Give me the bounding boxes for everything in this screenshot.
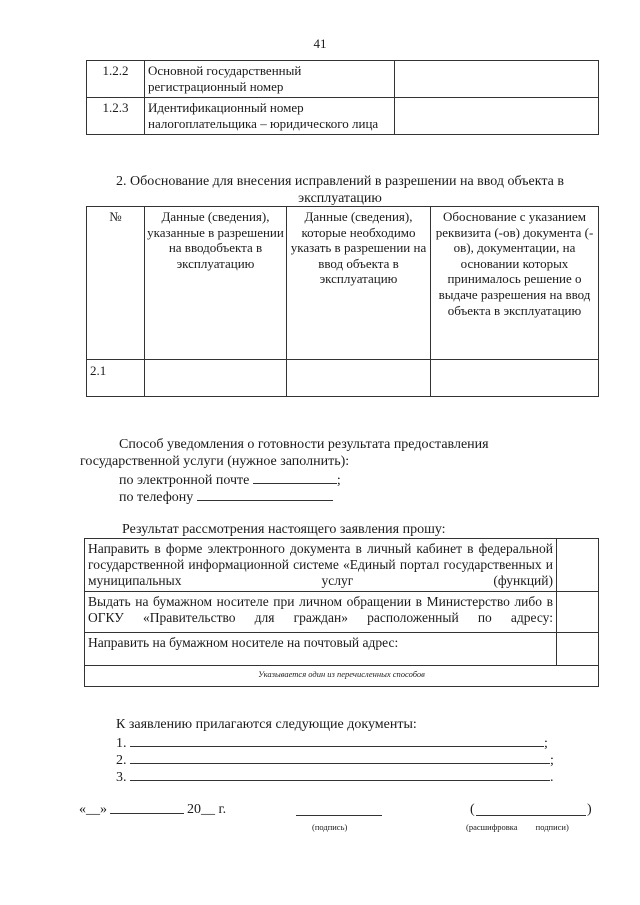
date-year: 20__ г. <box>187 802 227 817</box>
option-checkbox-in-person[interactable] <box>557 592 599 633</box>
signature-line[interactable] <box>296 815 382 816</box>
page-number: 41 <box>313 36 327 51</box>
row-value-cell[interactable] <box>395 98 599 135</box>
option-text-postal: Направить на бумажном носителе на почтовый адрес: <box>85 633 557 666</box>
result-options-table <box>84 538 599 687</box>
options-note: Указывается один из перечисленных способов <box>85 666 599 687</box>
item-number: 1. <box>116 736 127 751</box>
current-data-cell[interactable] <box>145 360 287 397</box>
table-row <box>87 98 599 135</box>
email-end: ; <box>336 473 341 488</box>
row-label: Идентификационный номер налогоплательщика – юридического лица <box>145 98 395 135</box>
new-data-cell[interactable] <box>287 360 431 397</box>
corrections-table <box>86 206 599 397</box>
row-number: 1.2.2 <box>87 61 145 98</box>
phone-label: по телефону <box>119 490 194 505</box>
attachment-item <box>116 767 554 786</box>
attachment-input[interactable] <box>130 750 550 764</box>
option-text-electronic: Направить в форме электронного документа в личный кабинет в федеральной государственной информационной системе «Единый портал государственных и муниципальных услуг (функций) <box>85 539 557 592</box>
attachment-input[interactable] <box>130 733 544 747</box>
phone-input[interactable] <box>197 487 333 501</box>
item-end: ; <box>544 736 548 751</box>
option-text-in-person: Выдать на бумажном носителе при личном обращении в Министерство либо в ОГКУ «Правительство для граждан» расположенный по адресу: <box>85 592 557 633</box>
date-month-input[interactable] <box>110 813 184 814</box>
header-current-data: Данные (сведения), указанные в разрешении на вводобъекта в эксплуатацию <box>145 207 287 360</box>
header-justification: Обоснование с указанием реквизита (-ов) документа (-ов), документации, на основании которых принималось решение о выдаче разрешения на ввод объекта в эксплуатацию <box>431 207 599 360</box>
result-heading: Результат рассмотрения настоящего заявления прошу: <box>122 522 446 537</box>
decoding-open: ( <box>470 802 475 817</box>
row-label: Основной государственный регистрационный номер <box>145 61 395 98</box>
phone-row <box>119 487 333 506</box>
result-option <box>85 539 599 592</box>
table-row <box>87 61 599 98</box>
justification-cell[interactable] <box>431 360 599 397</box>
header-number: № <box>87 207 145 360</box>
email-input[interactable] <box>253 470 337 484</box>
section-2-heading: 2. Обоснование для внесения исправлений в разрешении на ввод объекта в эксплуатацию <box>116 174 564 206</box>
row-number: 1.2.3 <box>87 98 145 135</box>
date-day: «__» <box>79 802 107 817</box>
option-checkbox-electronic[interactable] <box>557 539 599 592</box>
item-number: 3. <box>116 770 127 785</box>
email-label: по электронной почте <box>119 473 250 488</box>
attachments-heading: К заявлению прилагаются следующие документы: <box>116 717 417 732</box>
item-end: ; <box>550 753 554 768</box>
table-row <box>87 360 599 397</box>
decoding-input[interactable] <box>476 815 586 816</box>
result-option <box>85 592 599 633</box>
org-details-table <box>86 60 599 135</box>
item-number: 2. <box>116 753 127 768</box>
table-header-row <box>87 207 599 360</box>
header-new-data: Данные (сведения), которые необходимо указать в разрешении на ввод объекта в эксплуатацию <box>287 207 431 360</box>
notification-intro-line1: Способ уведомления о готовности результата предоставления <box>119 437 489 452</box>
note-row <box>85 666 599 687</box>
option-checkbox-postal[interactable] <box>557 633 599 666</box>
result-option <box>85 633 599 666</box>
attachment-input[interactable] <box>130 767 550 781</box>
decoding-caption: (расшифровка подписи) <box>466 822 569 832</box>
notification-intro-line2: государственной услуги (нужное заполнить): <box>80 454 350 469</box>
row-number: 2.1 <box>87 360 145 397</box>
item-end: . <box>550 770 554 785</box>
signature-caption: (подпись) <box>312 822 348 832</box>
decoding-close: ) <box>587 802 592 817</box>
row-value-cell[interactable] <box>395 61 599 98</box>
